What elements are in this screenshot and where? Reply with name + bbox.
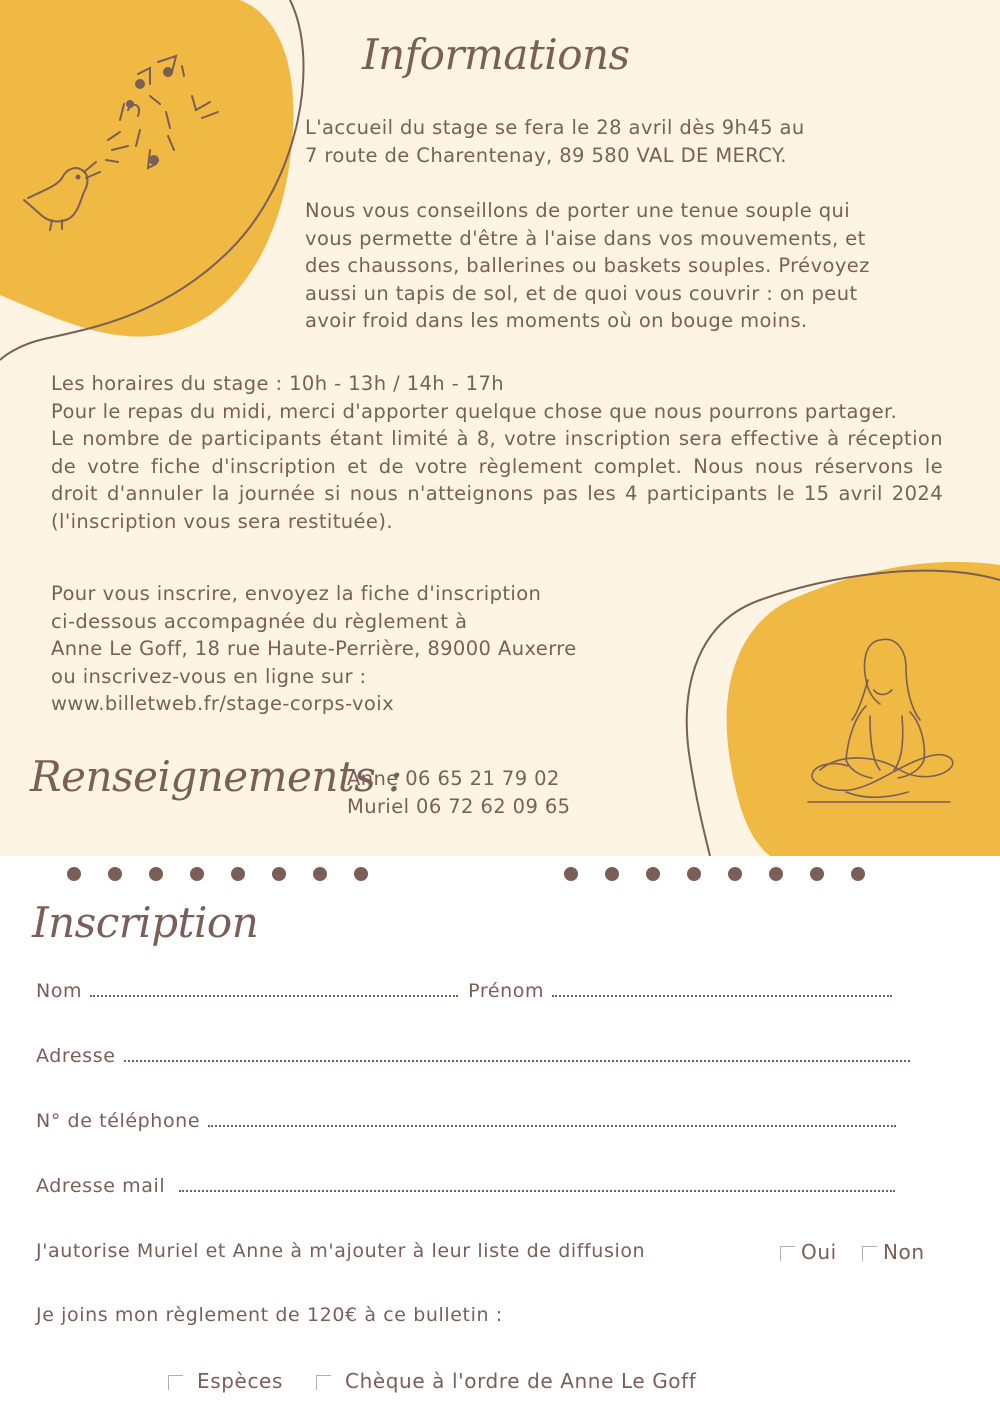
separator-dots-right <box>564 867 865 881</box>
clothing-line: aussi un tapis de sol, et de quoi vous couvrir : on peut <box>305 281 858 305</box>
nom-label: Nom <box>36 980 83 1002</box>
register-line: Anne Le Goff, 18 rue Haute-Perrière, 89000 Auxerre <box>51 637 577 661</box>
nom-input-line[interactable] <box>90 995 458 997</box>
mail-input-line[interactable] <box>179 1190 895 1192</box>
dot <box>354 867 368 881</box>
non-option[interactable] <box>862 1240 925 1264</box>
especes-checkbox[interactable] <box>168 1375 183 1390</box>
dot <box>313 867 327 881</box>
dot <box>231 867 245 881</box>
telephone-field[interactable] <box>36 1110 896 1132</box>
dot <box>687 867 701 881</box>
dot <box>190 867 204 881</box>
schedule-line: Les horaires du stage : 10h - 13h / 14h - 17h <box>51 372 505 395</box>
welcome-line: L'accueil du stage se fera le 28 avril dès 9h45 au <box>305 116 805 139</box>
dot <box>769 867 783 881</box>
register-line: ou inscrivez-vous en ligne sur : <box>51 664 367 688</box>
prenom-input-line[interactable] <box>552 995 892 997</box>
telephone-input-line[interactable] <box>208 1125 896 1127</box>
participants-text: Le nombre de participants étant limité à 8, votre inscription sera effective à réception de votre fiche d'inscription et de votre règlement complet. Nous nous réservons le droit d'annuler la journée si nous n'atteignons pas les 4 participants le 15 avril 2024 (l'inscription vous sera restituée). <box>51 427 943 533</box>
non-checkbox[interactable] <box>862 1246 877 1261</box>
especes-label: Espèces <box>197 1369 283 1393</box>
clothing-paragraph <box>305 197 870 335</box>
schedule-paragraph <box>51 370 943 536</box>
contact-muriel: Muriel 06 72 62 09 65 <box>347 794 571 818</box>
clothing-line: avoir froid dans les moments où on bouge moins. <box>305 309 808 333</box>
contacts-block <box>347 765 571 820</box>
dot <box>810 867 824 881</box>
renseignements-title: Renseignements : <box>30 752 402 801</box>
oui-option[interactable] <box>780 1240 837 1264</box>
telephone-label: N° de téléphone <box>36 1110 201 1132</box>
cheque-option[interactable] <box>316 1369 696 1393</box>
register-line: ci-dessous accompagnée du règlement à <box>51 609 468 633</box>
dot <box>851 867 865 881</box>
nom-field[interactable] <box>36 980 892 1002</box>
clothing-line: des chaussons, ballerines ou baskets souples. Prévoyez <box>305 254 870 278</box>
contact-anne: Anne 06 65 21 79 02 <box>347 767 560 790</box>
clothing-line: vous permette d'être à l'aise dans vos mouvements, et <box>305 226 866 250</box>
register-url[interactable]: www.billetweb.fr/stage-corps-voix <box>51 692 395 716</box>
non-label: Non <box>883 1240 925 1264</box>
especes-option[interactable] <box>168 1369 283 1393</box>
register-paragraph <box>51 580 577 718</box>
separator-dots-left <box>67 867 368 881</box>
adresse-label: Adresse <box>36 1045 116 1067</box>
dot <box>67 867 81 881</box>
adresse-field[interactable] <box>36 1045 910 1067</box>
register-line: Pour vous inscrire, envoyez la fiche d'inscription <box>51 582 542 605</box>
oui-checkbox[interactable] <box>780 1246 795 1261</box>
dot <box>564 867 578 881</box>
dot <box>728 867 742 881</box>
dot <box>108 867 122 881</box>
diffusion-label: J'autorise Muriel et Anne à m'ajouter à leur liste de diffusion <box>36 1240 646 1262</box>
payment-label: Je joins mon règlement de 120€ à ce bulletin : <box>36 1304 503 1326</box>
dot <box>605 867 619 881</box>
oui-label: Oui <box>801 1240 837 1264</box>
dot <box>646 867 660 881</box>
clothing-line: Nous vous conseillons de porter une tenue souple qui <box>305 199 851 222</box>
inscription-title: Inscription <box>32 898 259 947</box>
lunch-text: Pour le repas du midi, merci d'apporter quelque chose que nous pourrons partager. <box>51 399 898 423</box>
prenom-label: Prénom <box>468 980 545 1002</box>
welcome-line: 7 route de Charentenay, 89 580 VAL DE MERCY. <box>305 143 787 167</box>
mail-field[interactable] <box>36 1175 895 1197</box>
cheque-checkbox[interactable] <box>316 1375 331 1390</box>
welcome-paragraph <box>305 114 805 169</box>
dot <box>149 867 163 881</box>
adresse-input-line[interactable] <box>124 1060 910 1062</box>
informations-title: Informations <box>362 30 630 79</box>
mail-label: Adresse mail <box>36 1175 166 1197</box>
cheque-label: Chèque à l'ordre de Anne Le Goff <box>345 1369 697 1393</box>
dot <box>272 867 286 881</box>
yellow-blob-top-left <box>0 0 293 337</box>
